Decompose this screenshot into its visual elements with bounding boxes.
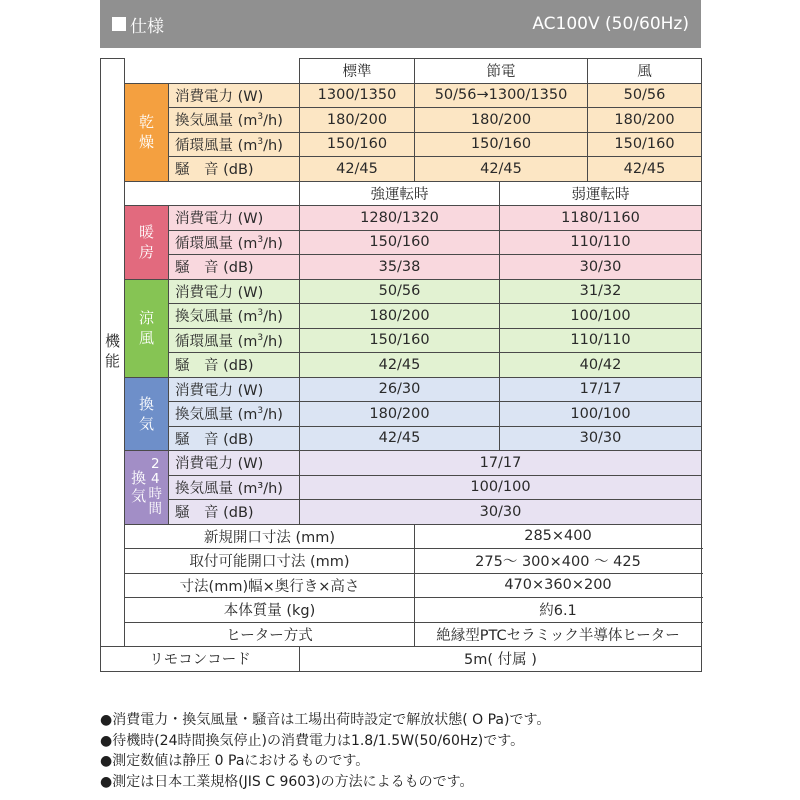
row-label: 騒 音 (dB) bbox=[169, 157, 300, 182]
row-label: 循環風量 $(m^3/h)$ bbox=[169, 328, 300, 353]
cell-value: 26/30 bbox=[300, 377, 500, 402]
cell-value: 17/17 bbox=[300, 451, 702, 476]
cell-value: 100/100 bbox=[500, 402, 702, 427]
cell-value: 100/100 bbox=[500, 304, 702, 329]
spec-table bbox=[100, 58, 702, 672]
cell-value: 150/160 bbox=[300, 230, 500, 255]
col-wind: 風 bbox=[588, 59, 702, 84]
row-label: 消費電力 (W) bbox=[169, 206, 300, 231]
cell-value: 110/110 bbox=[500, 230, 702, 255]
table-row bbox=[101, 83, 702, 108]
cell-value: 50/56 bbox=[300, 279, 500, 304]
table-row bbox=[101, 157, 702, 182]
table-row bbox=[101, 108, 702, 133]
spec-label: 取付可能開口寸法 (mm) bbox=[125, 549, 415, 574]
spec-row bbox=[101, 524, 702, 549]
note-item: ●消費電力・換気風量・騒音は工場出荷時設定で解放状態( O Pa)です。 bbox=[100, 712, 551, 728]
table-row bbox=[101, 475, 702, 500]
row-label: 換気風量 $(m^3/h)$ bbox=[169, 108, 300, 133]
cell-value: 42/45 bbox=[415, 157, 588, 182]
cell-value: 150/160 bbox=[300, 132, 415, 157]
cell-value: 180/200 bbox=[300, 304, 500, 329]
table-row bbox=[101, 279, 702, 304]
spec-value: 約6.1 bbox=[415, 598, 702, 623]
note-item: ●測定数値は静圧 0 Paにおけるものです。 bbox=[100, 753, 370, 769]
cell-value: 30/30 bbox=[500, 255, 702, 280]
spec-label: リモコンコード bbox=[101, 647, 300, 672]
cell-value: 50/56 bbox=[588, 83, 702, 108]
spec-row bbox=[101, 598, 702, 623]
cell-value: 42/45 bbox=[300, 426, 500, 451]
voltage-label: AC100V (50/60Hz) bbox=[532, 14, 689, 34]
spec-value: 285×400 bbox=[415, 524, 702, 549]
cell-value: 42/45 bbox=[300, 157, 415, 182]
row-label: 騒 音 (dB) bbox=[169, 426, 300, 451]
cell-value: 150/160 bbox=[588, 132, 702, 157]
row-label: 循環風量 $(m^3/h)$ bbox=[169, 230, 300, 255]
category-dry: 乾燥 bbox=[125, 83, 169, 181]
blank-cell bbox=[125, 181, 300, 206]
cell-value: 40/42 bbox=[500, 353, 702, 378]
cell-value: 150/160 bbox=[300, 328, 500, 353]
spec-title bbox=[112, 12, 164, 37]
function-label: 機能 bbox=[101, 59, 125, 647]
table-row bbox=[101, 304, 702, 329]
cell-value: 1300/1350 bbox=[300, 83, 415, 108]
row-label: 消費電力 (W) bbox=[169, 451, 300, 476]
table-row bbox=[101, 402, 702, 427]
table-row bbox=[101, 500, 702, 525]
spec-label: ヒーター方式 bbox=[125, 622, 415, 647]
spec-header-bar bbox=[100, 0, 701, 48]
spec-value: 絶縁型PTCセラミック半導体ヒーター bbox=[415, 622, 702, 647]
cell-value: 50/56→1300/1350 bbox=[415, 83, 588, 108]
table-row bbox=[101, 206, 702, 231]
cell-value: 30/30 bbox=[300, 500, 702, 525]
category-vent24: 換気 24時間 bbox=[125, 451, 169, 525]
cell-value: 35/38 bbox=[300, 255, 500, 280]
spec-row bbox=[101, 622, 702, 647]
row-label: 換気風量 $(m^3/h)$ bbox=[169, 402, 300, 427]
note-item: ●待機時(24時間換気停止)の消費電力は1.8/1.5W(50/60Hz)です。 bbox=[100, 732, 525, 749]
row-label: 消費電力 (W) bbox=[169, 83, 300, 108]
spec-value: 275～ 300×400 ～ 425 bbox=[415, 549, 702, 574]
cell-value: 30/30 bbox=[500, 426, 702, 451]
col-strong: 強運転時 bbox=[300, 181, 500, 206]
header-row-strength bbox=[101, 181, 702, 206]
table-row bbox=[101, 132, 702, 157]
cell-value: 31/32 bbox=[500, 279, 702, 304]
col-weak: 弱運転時 bbox=[500, 181, 702, 206]
table-row bbox=[101, 353, 702, 378]
notes bbox=[100, 710, 760, 792]
table-row bbox=[101, 451, 702, 476]
cell-value: 1280/1320 bbox=[300, 206, 500, 231]
table-row bbox=[101, 230, 702, 255]
col-eco: 節電 bbox=[415, 59, 588, 84]
cell-value: 42/45 bbox=[300, 353, 500, 378]
table-row bbox=[101, 426, 702, 451]
spec-row bbox=[101, 573, 702, 598]
category-heat: 暖房 bbox=[125, 206, 169, 280]
col-standard: 標準 bbox=[300, 59, 415, 84]
spec-label: 本体質量 (kg) bbox=[125, 598, 415, 623]
spec-row bbox=[101, 647, 702, 672]
row-label: 換気風量 $(m^3/h)$ bbox=[169, 304, 300, 329]
cell-value: 100/100 bbox=[300, 475, 702, 500]
spec-value: 470×360×200 bbox=[415, 573, 702, 598]
spec-title-text: 仕様 bbox=[130, 16, 164, 37]
square-bullet-icon bbox=[112, 17, 126, 31]
category-vent: 換気 bbox=[125, 377, 169, 451]
note-item: ●測定は日本工業規格(JIS C 9603)の方法によるものです。 bbox=[100, 773, 474, 790]
spec-value: 5m( 付属 ) bbox=[300, 647, 702, 672]
row-label: 換気風量 (m³/h) bbox=[169, 475, 300, 500]
row-label: 循環風量 $(m^3/h)$ bbox=[169, 132, 300, 157]
cell-value: 17/17 bbox=[500, 377, 702, 402]
cell-value: 110/110 bbox=[500, 328, 702, 353]
row-label: 騒 音 (dB) bbox=[169, 353, 300, 378]
cell-value: 180/200 bbox=[300, 108, 415, 133]
blank-cell bbox=[125, 59, 300, 84]
cell-value: 1180/1160 bbox=[500, 206, 702, 231]
cell-value: 42/45 bbox=[588, 157, 702, 182]
cell-value: 180/200 bbox=[415, 108, 588, 133]
row-label: 騒 音 (dB) bbox=[169, 500, 300, 525]
category-cool: 涼風 bbox=[125, 279, 169, 377]
header-row-modes bbox=[101, 59, 702, 84]
cell-value: 180/200 bbox=[300, 402, 500, 427]
cell-value: 180/200 bbox=[588, 108, 702, 133]
table-row bbox=[101, 255, 702, 280]
row-label: 消費電力 (W) bbox=[169, 377, 300, 402]
spec-row bbox=[101, 549, 702, 574]
spec-label: 寸法(mm)幅×奥行き×高さ bbox=[125, 573, 415, 598]
cell-value: 150/160 bbox=[415, 132, 588, 157]
row-label: 消費電力 (W) bbox=[169, 279, 300, 304]
table-row bbox=[101, 328, 702, 353]
spec-label: 新規開口寸法 (mm) bbox=[125, 524, 415, 549]
row-label: 騒 音 (dB) bbox=[169, 255, 300, 280]
table-row bbox=[101, 377, 702, 402]
